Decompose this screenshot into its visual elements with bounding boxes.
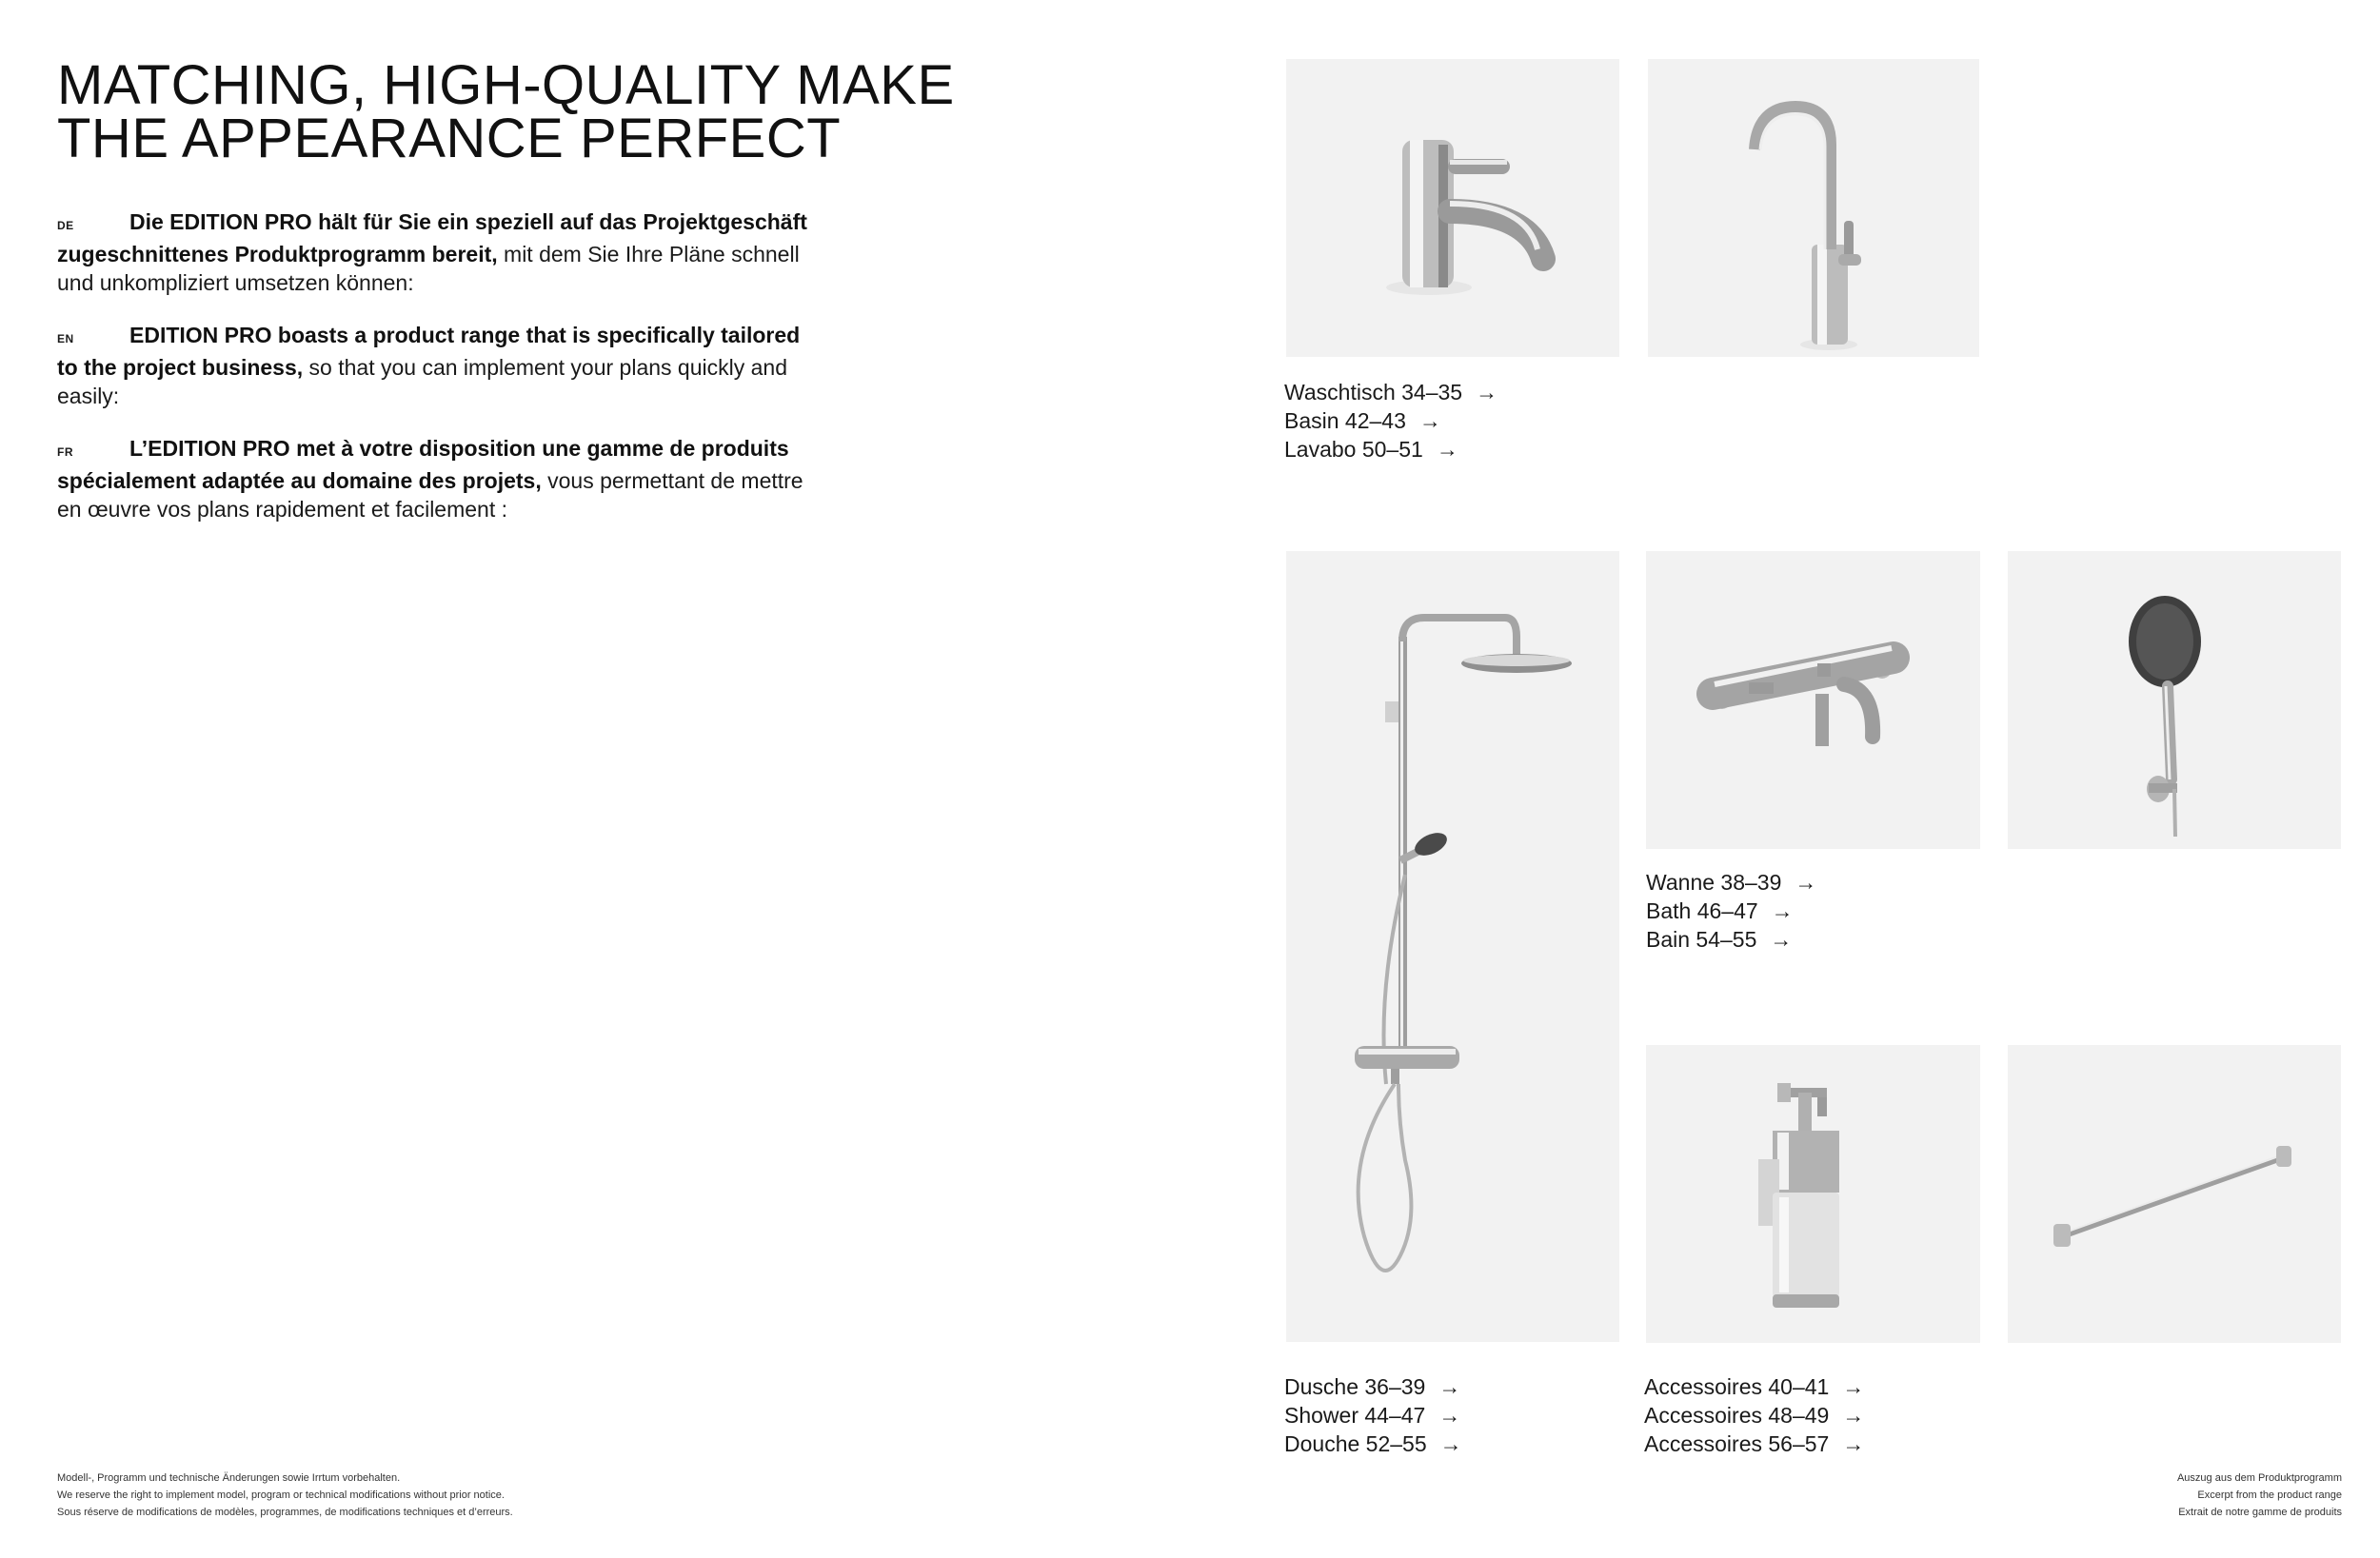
intro-fr xyxy=(57,434,819,523)
lang-code-en: EN xyxy=(57,332,74,345)
bath-link-de[interactable] xyxy=(1646,868,1816,897)
headline-line-2: THE APPEARANCE PERFECT xyxy=(57,108,842,169)
shower-link-de-label: Dusche 36–39 xyxy=(1284,1374,1426,1399)
shower-link-de[interactable] xyxy=(1284,1372,1462,1401)
intro-de-text: mit dem Sie Ihre Pläne schnell und unkompliziert umsetzen können: xyxy=(57,242,800,295)
legal-notice xyxy=(57,1469,513,1521)
accessories-link-en-label: Accessoires 48–49 xyxy=(1644,1403,1830,1428)
excerpt-note-en: Excerpt from the product range xyxy=(2197,1489,2342,1501)
accessories-link-de-label: Accessoires 40–41 xyxy=(1644,1374,1830,1399)
basin-link-de[interactable] xyxy=(1284,378,1497,406)
legal-notice-fr: Sous réserve de modifications de modèles, programmes, de modifications techniques et d’erreurs. xyxy=(57,1507,513,1518)
accessories-link-fr[interactable] xyxy=(1644,1430,1864,1458)
bath-link-en[interactable] xyxy=(1646,897,1816,925)
excerpt-note-de: Auszug aus dem Produktprogramm xyxy=(2176,1472,2342,1484)
legal-notice-en: We reserve the right to implement model, program or technical modifications without prior notice. xyxy=(57,1489,505,1501)
tall-basin-mixer-image xyxy=(1648,59,1979,357)
page-headline xyxy=(57,54,1009,169)
arrow-right-icon: → xyxy=(1438,1403,1461,1428)
accessories-link-en[interactable] xyxy=(1644,1401,1864,1430)
shower-link-en-label: Shower 44–47 xyxy=(1284,1403,1426,1428)
headline-line-1: MATCHING, HIGH-QUALITY MAKE xyxy=(57,54,955,116)
arrow-right-icon: → xyxy=(1438,1374,1461,1399)
arrow-right-icon: → xyxy=(1476,380,1498,404)
intro-fr-bold: L’EDITION PRO met à votre disposition une gamme de produits spécialement adaptée au domaine des projets, xyxy=(57,436,789,493)
arrow-right-icon: → xyxy=(1418,408,1441,433)
legal-notice-de: Modell-, Programm und technische Änderungen sowie Irrtum vorbehalten. xyxy=(57,1472,401,1484)
excerpt-note-fr: Extrait de notre gamme de produits xyxy=(2178,1507,2342,1518)
shower-link-en[interactable] xyxy=(1284,1401,1462,1430)
intro-de-bold: Die EDITION PRO hält für Sie ein speziell auf das Projektgeschäft zugeschnittenes Produktprogramm bereit, xyxy=(57,209,807,266)
arrow-right-icon: → xyxy=(1842,1431,1865,1456)
shower-link-fr[interactable] xyxy=(1284,1430,1462,1458)
intro-fr-text: vous permettant de mettre en œuvre vos plans rapidement et facilement : xyxy=(57,468,803,522)
bath-link-fr[interactable] xyxy=(1646,925,1816,954)
towel-rail-image xyxy=(2008,1045,2341,1343)
arrow-right-icon: → xyxy=(1842,1374,1865,1399)
intro-de xyxy=(57,207,819,297)
basin-link-en[interactable] xyxy=(1284,406,1497,435)
intro-en xyxy=(57,321,819,410)
bath-thermostat-image xyxy=(1646,551,1980,849)
excerpt-note xyxy=(2177,1469,2342,1521)
basin-link-fr-label: Lavabo 50–51 xyxy=(1284,437,1423,462)
arrow-right-icon: → xyxy=(1771,898,1794,923)
accessories-link-fr-label: Accessoires 56–57 xyxy=(1644,1431,1830,1456)
lang-code-de: DE xyxy=(57,219,74,232)
soap-dispenser-image xyxy=(1646,1045,1980,1343)
arrow-right-icon: → xyxy=(1795,870,1817,895)
arrow-right-icon: → xyxy=(1436,437,1458,462)
accessories-link-de[interactable] xyxy=(1644,1372,1864,1401)
lang-code-fr: FR xyxy=(57,445,73,459)
arrow-right-icon: → xyxy=(1439,1431,1462,1456)
hand-shower-image xyxy=(2008,551,2341,849)
basin-mixer-image xyxy=(1286,59,1619,357)
basin-link-en-label: Basin 42–43 xyxy=(1284,408,1406,433)
accessories-links xyxy=(1644,1372,1864,1458)
intro-en-text: so that you can implement your plans quickly and easily: xyxy=(57,355,787,408)
bath-link-en-label: Bath 46–47 xyxy=(1646,898,1758,923)
shower-links xyxy=(1284,1372,1462,1458)
basin-link-de-label: Waschtisch 34–35 xyxy=(1284,380,1463,404)
bath-link-de-label: Wanne 38–39 xyxy=(1646,870,1782,895)
intro-en-bold: EDITION PRO boasts a product range that is specifically tailored to the project business, xyxy=(57,323,801,380)
shower-system-image xyxy=(1286,551,1619,1342)
arrow-right-icon: → xyxy=(1842,1403,1865,1428)
arrow-right-icon: → xyxy=(1770,927,1793,952)
bath-link-fr-label: Bain 54–55 xyxy=(1646,927,1757,952)
basin-links xyxy=(1284,378,1497,463)
shower-link-fr-label: Douche 52–55 xyxy=(1284,1431,1427,1456)
basin-link-fr[interactable] xyxy=(1284,435,1497,463)
bath-links xyxy=(1646,868,1816,954)
